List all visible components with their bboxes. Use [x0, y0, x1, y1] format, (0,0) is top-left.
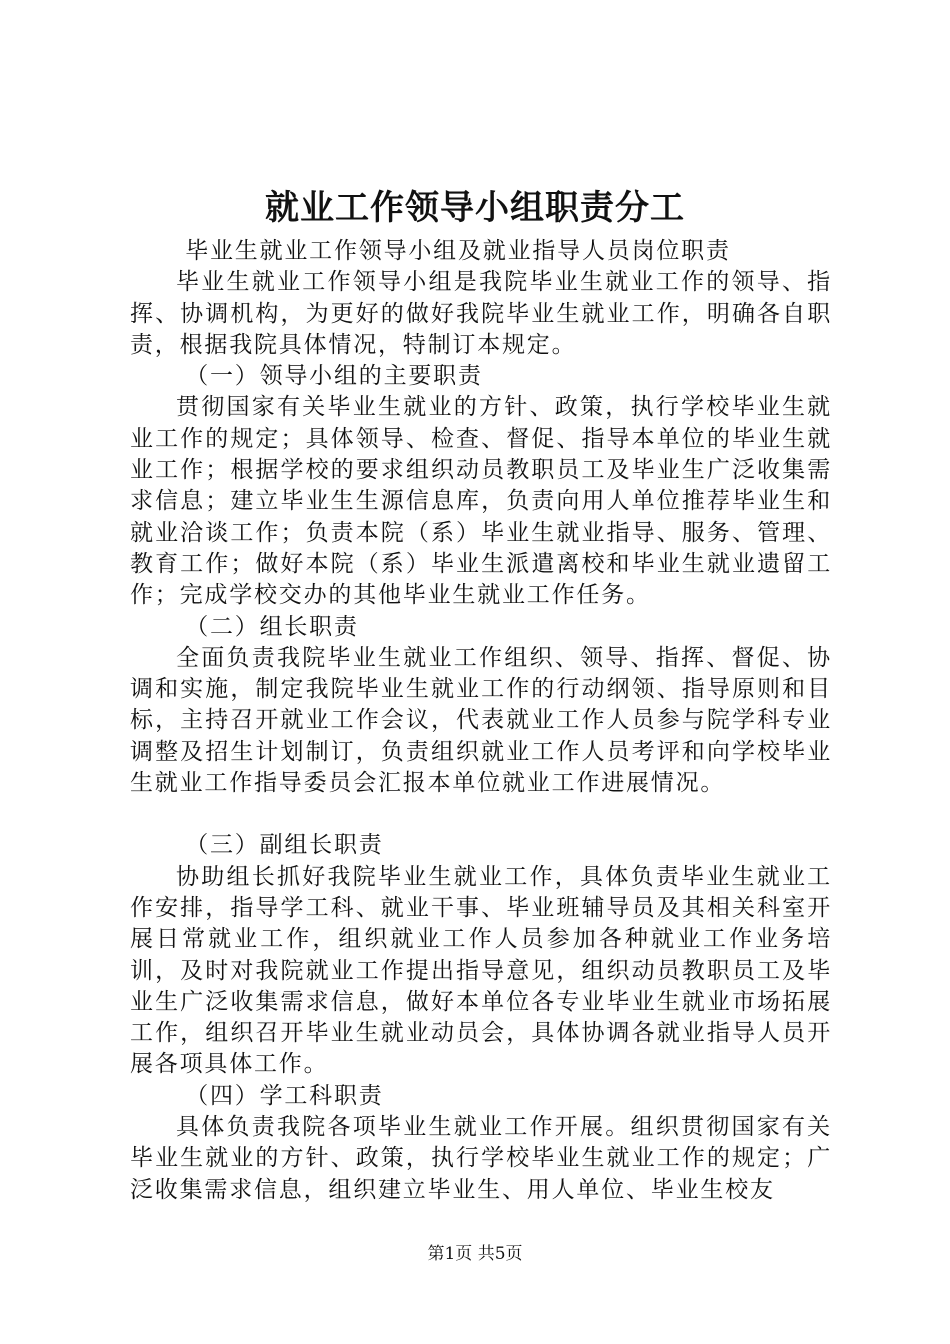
document-body — [130, 236, 832, 1206]
section-text-2: 全面负责我院毕业生就业工作组织、领导、指挥、督促、协调和实施，制定我院毕业生就业工作的行动纲领、指导原则和目标，主持召开就业工作会议，代表就业工作人员参与院学科专业调整及招生计划制订，负责组织就业工作人员考评和向学校毕业生就业工作指导委员会汇报本单位就业工作进展情况。 — [130, 644, 832, 797]
section-heading-3: （三）副组长职责 — [185, 832, 384, 859]
section-heading-1: （一）领导小组的主要职责 — [185, 363, 483, 390]
section-text-3: 协助组长抓好我院毕业生就业工作，具体负责毕业生就业工作安排，指导学工科、就业干事、毕业班辅导员及其相关科室开展日常就业工作，组织就业工作人员参加各种就业工作业务培训，及时对我院就业工作提出指导意见，组织动员教职员工及毕业生广泛收集需求信息，做好本单位各专业毕业生就业市场拓展工作，组织召开毕业生就业动员会，具体协调各就业指导人员开展各项具体工作。 — [130, 863, 832, 1078]
page-title: 就业工作领导小组职责分工 — [265, 188, 685, 228]
section-text-4: 具体负责我院各项毕业生就业工作开展。组织贯彻国家有关毕业生就业的方针、政策，执行学校毕业生就业工作的规定；广泛收集需求信息，组织建立毕业生、用人单位、毕业生校友 — [130, 1114, 832, 1203]
intro-paragraph: 毕业生就业工作领导小组是我院毕业生就业工作的领导、指挥、协调机构，为更好的做好我院毕业生就业工作，明确各自职责，根据我院具体情况，特制订本规定。 — [130, 269, 832, 358]
document-subtitle: 毕业生就业工作领导小组及就业指导人员岗位职责 — [185, 238, 731, 264]
paragraph-gap — [130, 799, 832, 830]
section-text-1: 贯彻国家有关毕业生就业的方针、政策，执行学校毕业生就业工作的规定；具体领导、检查、督促、指导本单位的毕业生就业工作；根据学校的要求组织动员教职员工及毕业生广泛收集需求信息；建立毕业生生源信息库，负责向用人单位推荐毕业生和就业洽谈工作；负责本院（系）毕业生就业指导、服务、管理、教育工作；做好本院（系）毕业生派遣离校和毕业生就业遗留工作；完成学校交办的其他毕业生就业工作任务。 — [130, 394, 832, 609]
section-heading-2: （二）组长职责 — [185, 613, 359, 640]
page-footer: 第1页 共5页 — [427, 1244, 523, 1264]
section-heading-4: （四）学工科职责 — [185, 1082, 384, 1109]
